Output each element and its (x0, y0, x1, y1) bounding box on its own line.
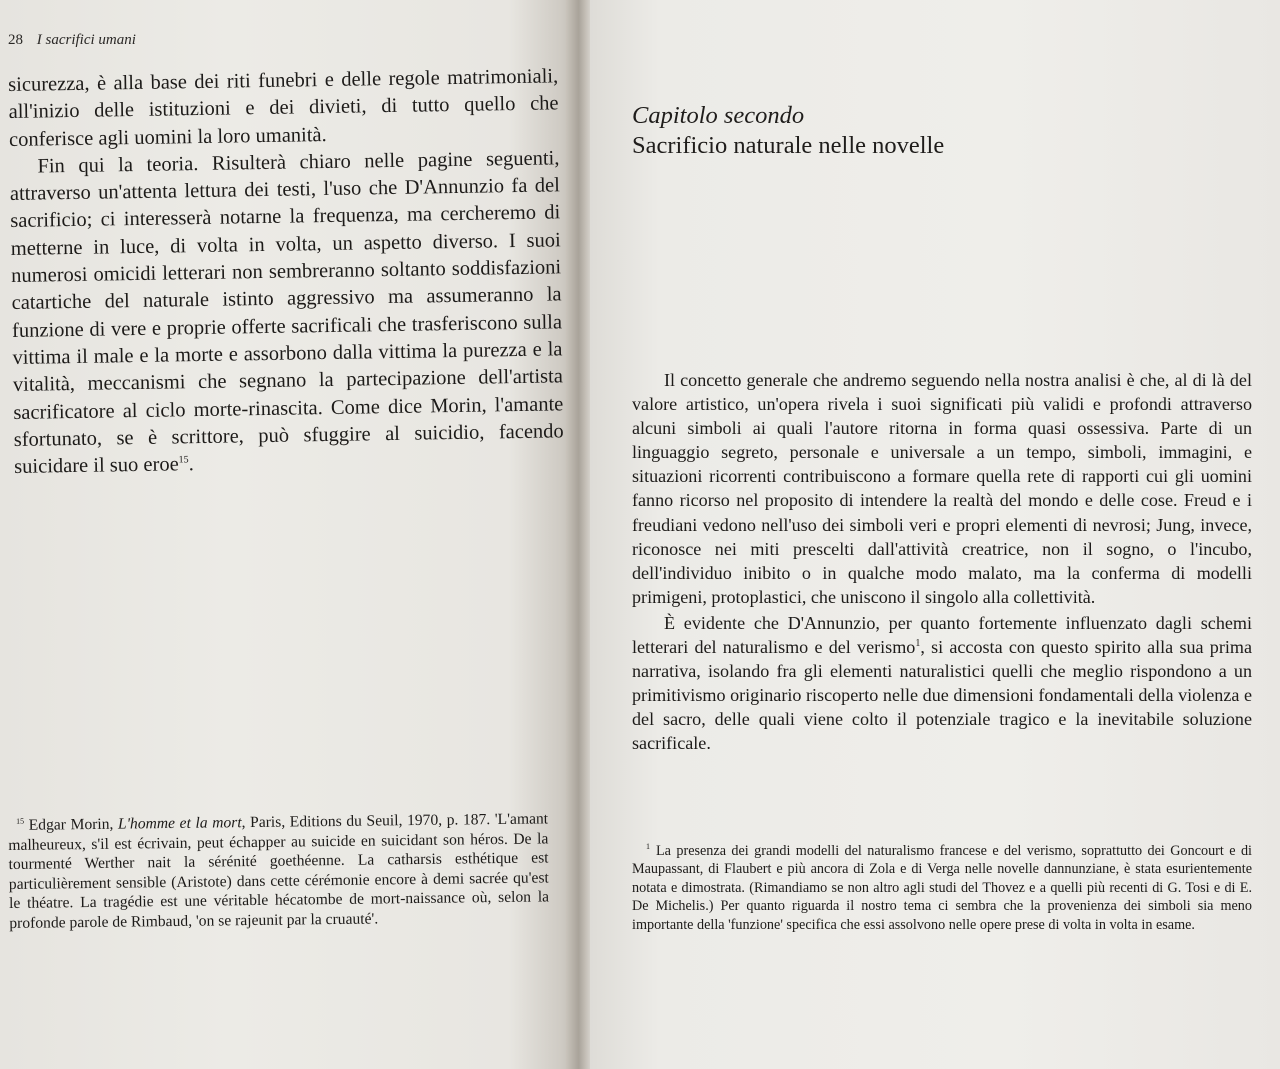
page-number-left: 28 (8, 32, 23, 48)
chapter-title: Sacrificio naturale nelle novelle (632, 132, 945, 159)
left-paragraph-2: Fin qui la teoria. Risulterà chiaro nelle pagine seguenti, attraverso un'attenta lettura dei testi, l'uso che D'Annunzio fa del sacrificio; ci interesserà notarne la frequenza, ma cercheremo di metterne in luce, di volta in volta, un aspetto diverso. I suoi numerosi omicidi letterari non sembreranno soltanto soddisfazioni catartiche del naturale istinto aggressivo ma assumeranno la funzione di vere e proprie offerte sacrificali che trasferiscono sulla vittima il male e la morte e assorbono dalla vittima la purezza e la vitalità, meccanismi che segnano la partecipazione dell'artista sacrificatore al ciclo morte-rinascita. Come dice Morin, l'amante sfortunato, se è scrittore, può sfuggire al suicidio, facendo suicidare il suo eroe$^{15}$. (9, 147, 564, 479)
running-head-left (8, 32, 136, 49)
footnote-1-text: La presenza dei grandi modelli del naturalismo francese e del verismo, soprattutto dei Goncourt e di Maupassant, di Flaubert e più ancora di Zola e di Verga nelle novelle dannunziane, è stata esurientemente notata e dimostrata. (Rimandiamo se non altro agli studi del Thovez e a quelli più recenti di G. Tosi e di E. De Michelis.) Per quanto riguarda il nostro tema ci sembra che la provenienza dei simboli sia meno importante della 'funzione' specifica che essi assolvono nelle opere prese di volta in volta in esame. (632, 843, 1252, 933)
footnote-number-15: 15 (16, 816, 25, 826)
right-page (590, 0, 1280, 1069)
footnote-15-author: Edgar Morin, (28, 815, 119, 834)
right-paragraph-2-end: , si accosta con questo spirito alla sua prima narrativa, isolando fra gli elementi naturalistici quelli che meglio rispondono a un primitivismo originario riscoperto nelle due dimensioni fondamentali della violenza e del sacro, delle quali viene colto il potenziale tragico e la inevitabile soluzione sacrificale. (632, 637, 1252, 754)
footnote-1 (632, 842, 1252, 934)
left-page (0, 0, 578, 1069)
running-title: I sacrifici umani (36, 32, 136, 48)
footnote-ref-15: 15 (178, 454, 189, 466)
footnote-15 (8, 809, 549, 933)
chapter-kicker: Capitolo secondo (632, 102, 805, 129)
right-paragraph-2 (632, 611, 1252, 756)
footnote-ref-1: 1 (915, 638, 921, 649)
right-body-text (632, 368, 1252, 758)
left-body-text (8, 63, 564, 481)
left-paragraph-1: sicurezza, è alla base dei riti funebri e delle regole matrimoniali, all'inizio delle istituzioni e dei divieti, di tutto quello che conferisce agli uomini la loro umanità. (8, 65, 559, 151)
footnote-15-text: , Paris, Editions du Seuil, 1970, p. 187. 'L'amant malheureux, s'il est écrivain, peut échapper au suicide en suicidant son héros. De la tourmenté Werther nait la sérénité goethéenne. La catharsis esthétique est particulièrement sensible (Aristote) dans cette cérémonie encore à demi sacrée qu'est le théatre. La tragédie est une véritable hécatombe de mort-naissance où, selon la profonde parole de Rimbaud, 'on se rajeunit par la cruauté'. (8, 810, 550, 932)
right-paragraph-2-start: È evidente che D'Annunzio, per quanto fortemente influenzato dagli schemi letterari del naturalismo e del verismo (632, 612, 1252, 658)
footnote-number-1: 1 (646, 842, 650, 852)
left-paragraph-2-text: Fin qui la teoria. Risulterà chiaro nelle pagine seguenti, attraverso un'attenta lettura dei testi, l'uso che D'Annunzio fa del sacrificio; ci interesserà notarne la frequenza, ma cercheremo di metterne in luce, di volta in volta, un aspetto diverso. I suoi numerosi omicidi letterari non sembreranno soltanto soddisfazioni catartiche del naturale istinto aggressivo ma assumeranno la funzione di vere e proprie offerte sacrificali che trasferiscono sulla vittima il male e la morte e assorbono dalla vittima la purezza e la vitalità, meccanismi che segnano la partecipazione dell'artista sacrificatore al ciclo morte-rinascita. Come dice Morin, l'amante sfortunato, se è scrittore, può sfuggire al suicidio, facendo suicidare il suo eroe (9, 147, 564, 479)
footnote-15-title: L'homme et la mort (117, 814, 242, 833)
right-paragraph-1: Il concetto generale che andremo seguendo nella nostra analisi è che, al di là del valore artistico, un'opera rivela i suoi significati più validi e profondi attraverso alcuni simboli ai quali l'autore ritorna in forma quasi ossessiva. Parte di un linguaggio segreto, personale e universale a un tempo, simboli, immagini, e situazioni ricorrenti contribuiscono a formare quella rete di rapporti cui gli uomini fanno ricorso nel proposito di intendere la realtà del mondo e delle cose. Freud e i freudiani vedono nell'uso dei simboli veri e propri elementi di nevrosi; Jung, invece, riconosce nei miti prescelti dall'attività creatrice, non il sogno, o l'incubo, dell'individuo inibito o in qualche modo malato, ma la conferma di modelli primigeni, protoplastici, che uniscono il singolo alla collettività. (632, 370, 1252, 607)
